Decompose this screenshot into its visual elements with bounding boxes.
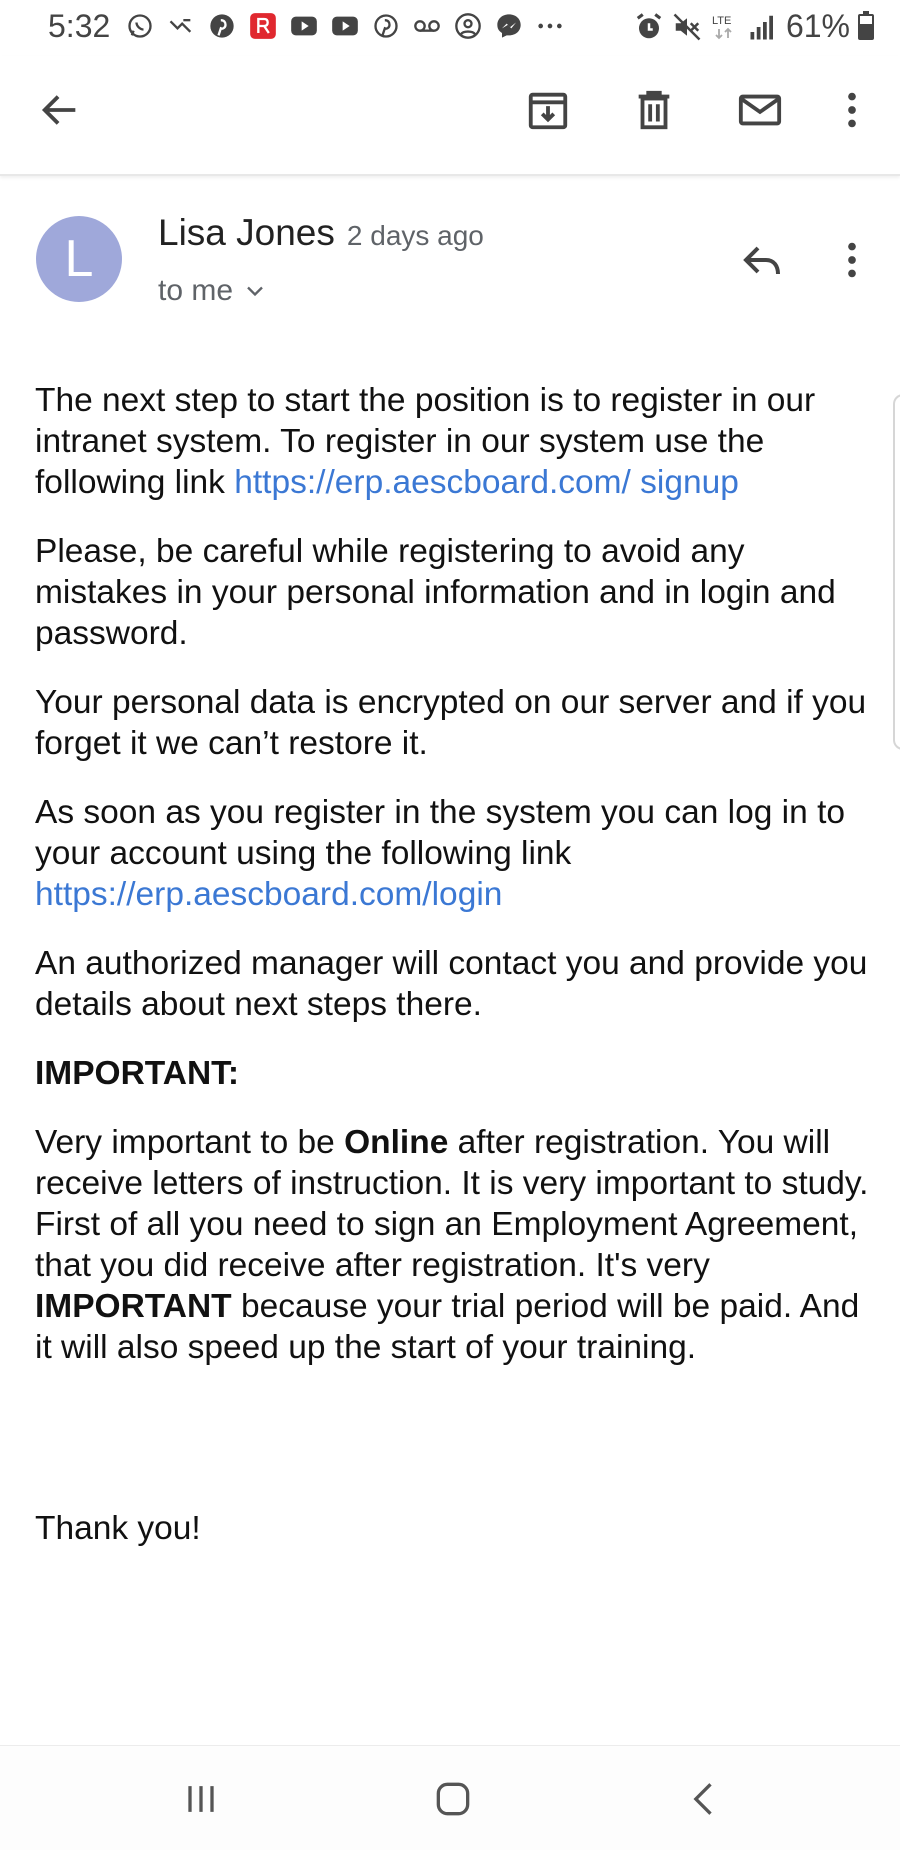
notification-icons <box>126 12 564 40</box>
whatsapp-icon <box>126 12 154 40</box>
more-vert-icon <box>829 87 875 133</box>
action-bar <box>0 56 900 176</box>
body-paragraph-2: Please, be careful while registering to avoid any mistakes in your personal information and in login and password. <box>35 533 836 652</box>
archive-icon <box>525 87 571 133</box>
signal-icon <box>748 12 778 42</box>
reply-button[interactable] <box>734 232 790 288</box>
login-link[interactable]: https://erp.aescboard.com/login <box>35 876 503 913</box>
status-time: 5:32 <box>48 8 111 44</box>
sender-avatar[interactable]: L <box>36 216 122 302</box>
battery-icon <box>858 14 874 40</box>
sender-line <box>158 212 484 254</box>
more-options-button[interactable] <box>824 82 880 138</box>
rakuten-icon <box>249 12 277 40</box>
youtube-icon <box>331 12 359 40</box>
p6-online: Online <box>344 1124 449 1161</box>
body-paragraph-6 <box>35 1122 875 1368</box>
youtube-icon <box>290 12 318 40</box>
email-body <box>35 380 875 1549</box>
chevron-left-icon <box>683 1777 727 1821</box>
home-button[interactable] <box>428 1776 478 1822</box>
mark-unread-button[interactable] <box>732 82 788 138</box>
navigation-bar <box>0 1745 900 1850</box>
message-time: 2 days ago <box>346 220 484 251</box>
mail-icon <box>737 87 783 133</box>
pinterest-icon <box>372 12 400 40</box>
back-button[interactable] <box>32 82 88 138</box>
battery-level <box>860 24 872 37</box>
alarm-icon <box>634 12 664 42</box>
p4-text: As soon as you register in the system you can log in to your account using the following link <box>35 794 846 872</box>
scroll-edge-handle[interactable] <box>893 394 900 750</box>
pinterest-icon <box>208 12 236 40</box>
mute-icon <box>672 12 702 42</box>
important-heading <box>35 1053 875 1094</box>
p6-important: IMPORTANT <box>35 1288 232 1325</box>
nav-back-button[interactable] <box>680 1776 730 1822</box>
recent-apps-button[interactable] <box>176 1776 226 1822</box>
p6-c: after registration. You will receive letters of instruction. It is very important to study. First of all you need to sign an Employment Agreement, that you did receive after registration. It's very <box>35 1124 869 1284</box>
account-icon <box>454 12 482 40</box>
body-paragraph-5: An authorized manager will contact you and provide you details about next steps there. <box>35 945 868 1023</box>
body-paragraph-1 <box>35 380 875 503</box>
sender-name: Lisa Jones <box>158 212 335 253</box>
recent-apps-icon <box>179 1777 223 1821</box>
chevron-down-icon <box>241 277 269 305</box>
battery-percent: 61% <box>785 8 850 44</box>
more-notifications-icon <box>536 12 564 40</box>
p6-e: because your trial period will be paid. And it will also speed up the start of your training. <box>35 1288 860 1366</box>
important-heading-text: IMPORTANT: <box>35 1055 240 1092</box>
signup-link[interactable]: https://erp.aescboard.com/ signup <box>234 464 739 501</box>
reply-icon <box>738 236 786 284</box>
p1-text: The next step to start the position is to register in our intranet system. To register in our system use the following link <box>35 382 816 501</box>
recipient-label: to me <box>158 274 234 307</box>
body-paragraph-4 <box>35 792 875 915</box>
messenger-icon <box>495 12 523 40</box>
p6-a: Very important to be <box>35 1124 345 1161</box>
home-icon <box>431 1777 475 1821</box>
network-label: LTE <box>711 14 732 27</box>
arrow-back-icon <box>37 87 83 133</box>
delete-button[interactable] <box>626 82 682 138</box>
recipient-toggle[interactable] <box>158 274 269 308</box>
more-vert-icon <box>829 237 875 283</box>
archive-button[interactable] <box>520 82 576 138</box>
body-paragraph-3: Your personal data is encrypted on our server and if you forget it we can’t restore it. <box>35 684 867 762</box>
missed-call-icon <box>167 12 195 40</box>
message-more-button[interactable] <box>824 232 880 288</box>
status-bar <box>0 0 900 56</box>
trash-icon <box>631 87 677 133</box>
voicemail-icon <box>413 12 441 40</box>
signoff: Thank you! <box>35 1510 201 1547</box>
system-status <box>634 8 874 45</box>
lte-icon <box>710 12 740 42</box>
